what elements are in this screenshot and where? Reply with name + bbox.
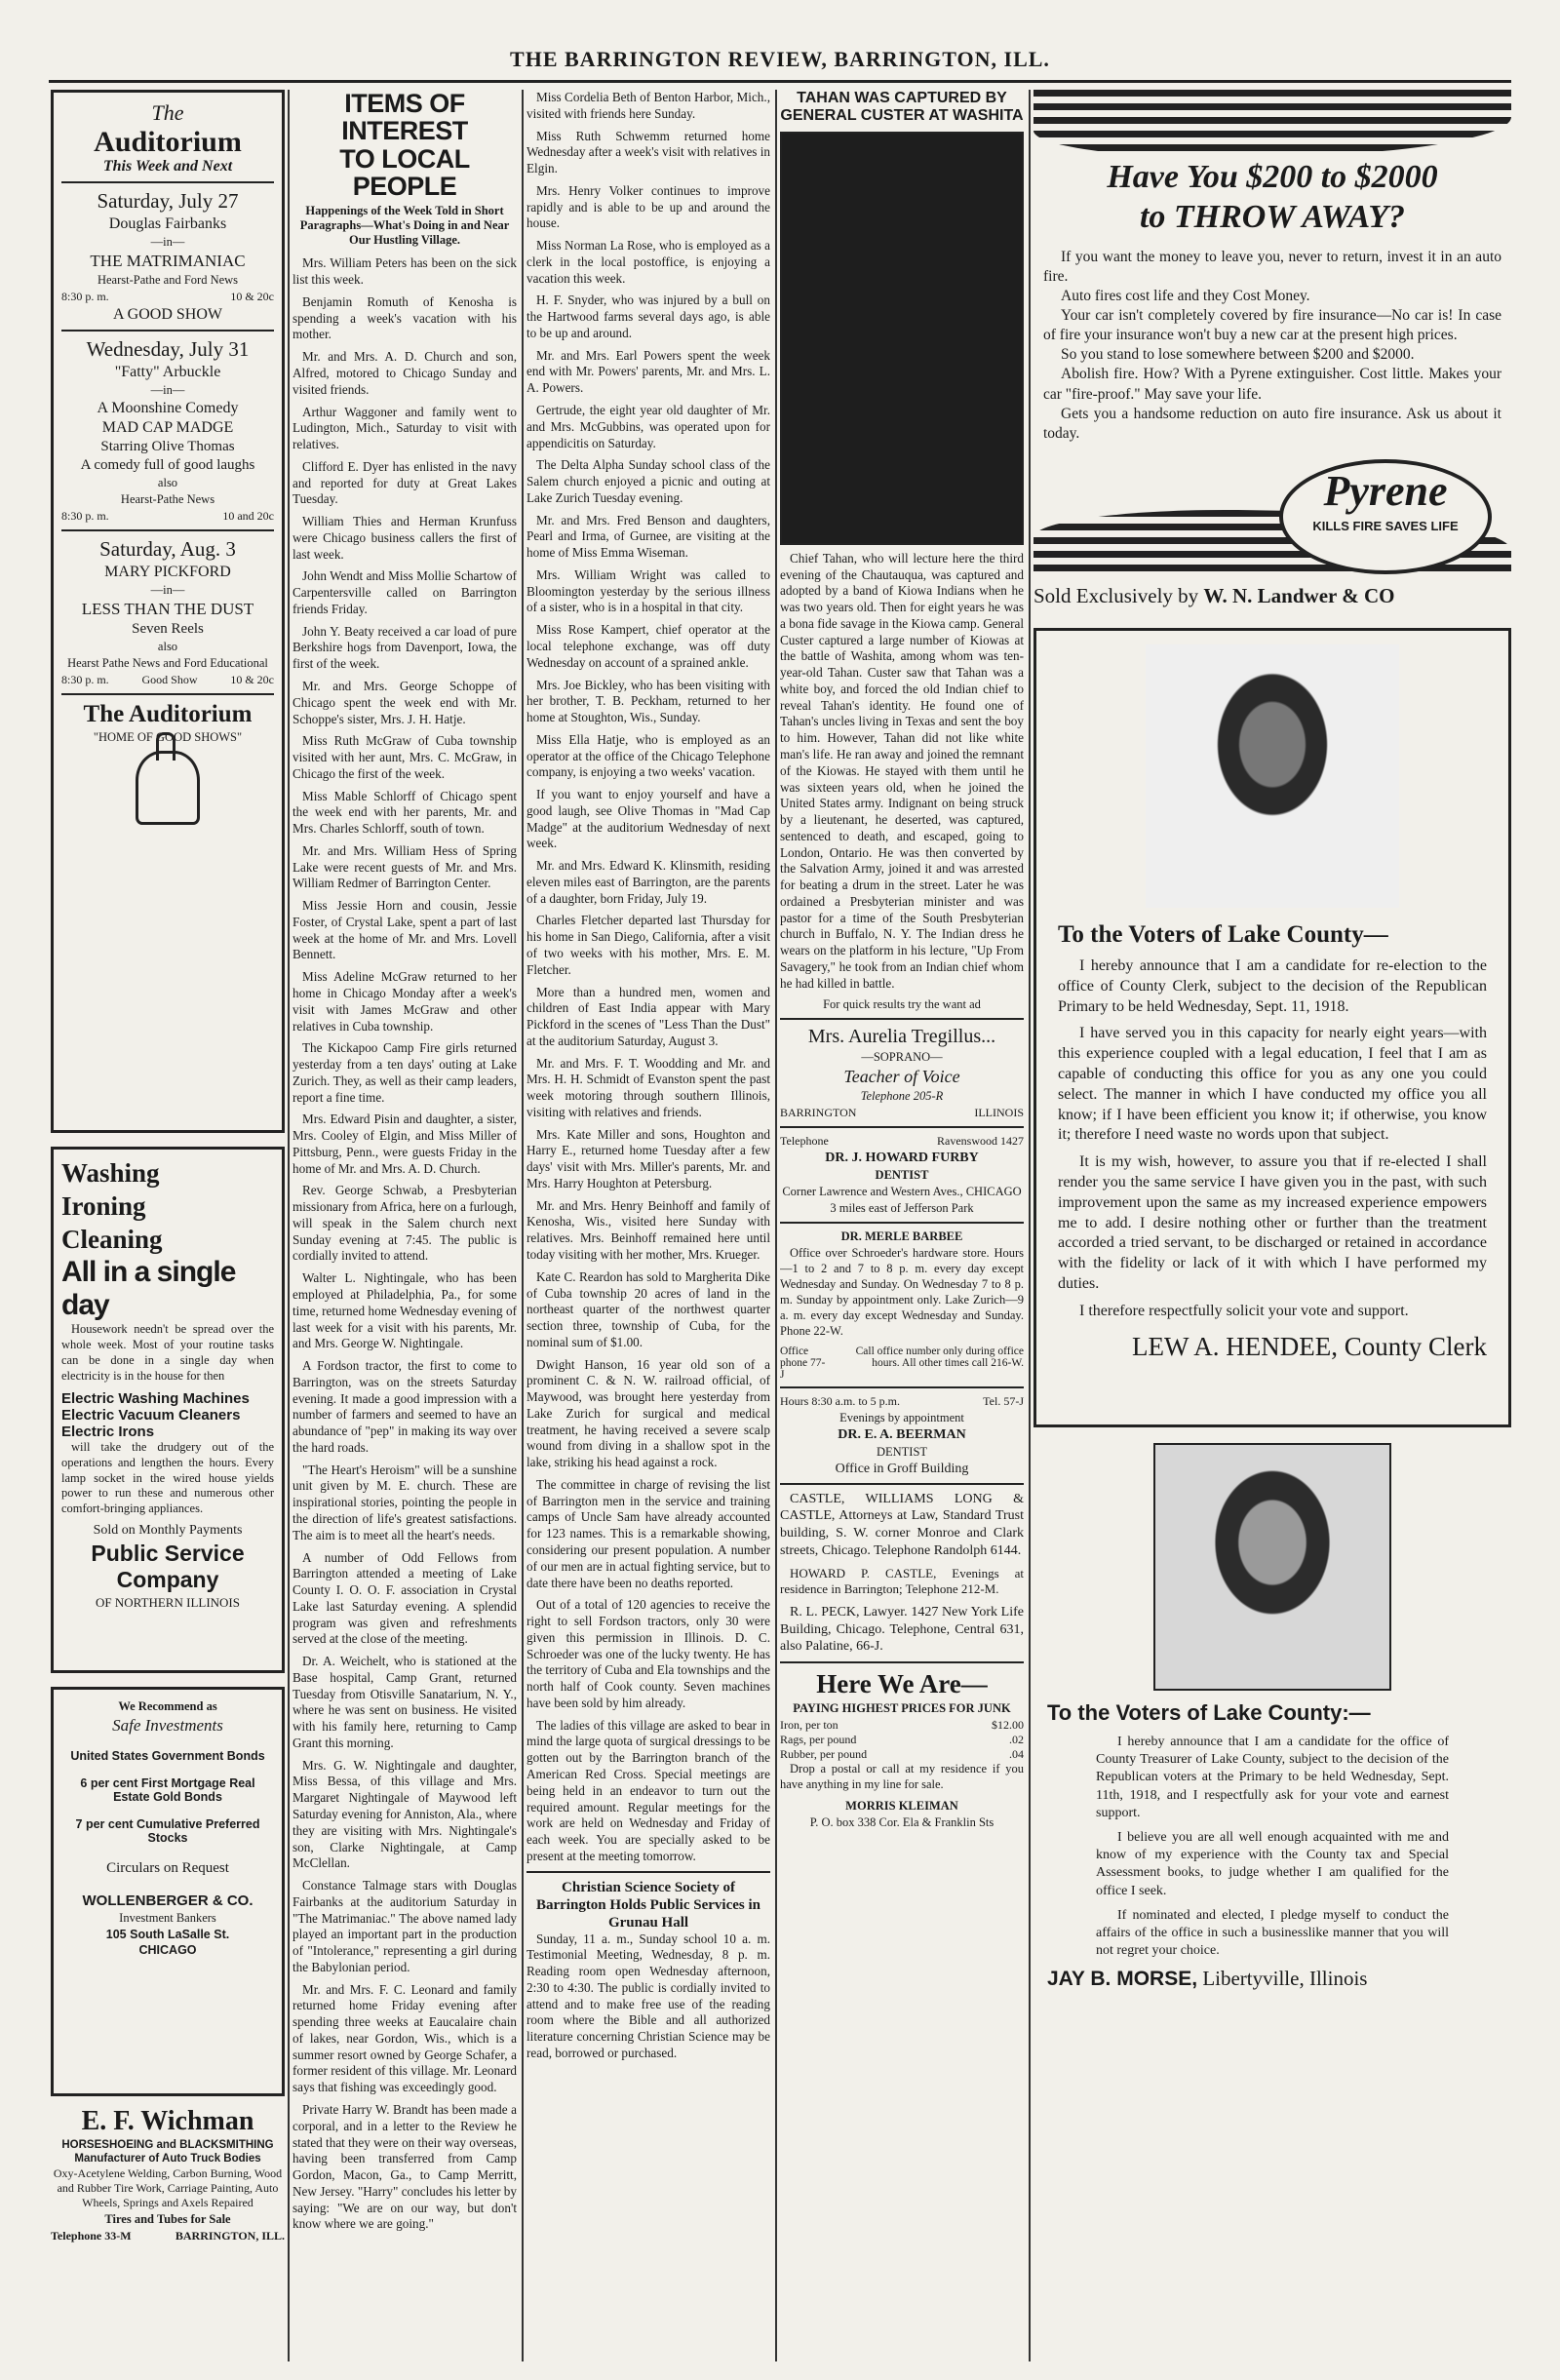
- column-5: [1034, 90, 1511, 2361]
- morse-head: To the Voters of Lake County:—: [1047, 1700, 1371, 1725]
- pyrene-line: Your car isn't completely covered by fire insurance—No car is! In case of fire your insurance won't buy a new car at the present high prices.: [1043, 307, 1502, 344]
- news-item: William Thies and Herman Krunfuss were Chicago business callers the first of last week.: [292, 514, 517, 562]
- singer-town: BARRINGTON: [780, 1106, 857, 1120]
- news-item: Out of a total of 120 agencies to receive the right to sell Fordson tractors, only 30 were given this permission in Illinois. D. C. Schroeder was one of the lucky twenty. He has the territory of Cuba and Ela townships and the north half of Cook county. Seven machines have been sold by him already.: [526, 1597, 770, 1710]
- junk-item: Iron, per ton: [780, 1718, 838, 1733]
- news-item: Mrs. Henry Volker continues to improve rapidly and is able to be up and around the house.: [526, 182, 770, 231]
- beerman-addr: Office in Groff Building: [835, 1461, 969, 1476]
- washing-p2: will take the drudgery out of the operations and lengthen the hours. Every lamp socket in the wired house yields power to run these and numerous other comfort-bringing appliances.: [61, 1439, 274, 1516]
- show-2-star: "Fatty" Arbuckle: [114, 364, 221, 380]
- morse-town: Libertyville, Illinois: [1202, 1967, 1368, 1991]
- furby-tel-val: Ravenswood 1427: [937, 1134, 1024, 1149]
- news-item: John Wendt and Miss Mollie Schartow of Carpentersville called on Barrington friends Friday.: [292, 568, 517, 616]
- bonds-b3: 7 per cent Cumulative Preferred Stocks: [75, 1817, 260, 1845]
- bonds-addr: 105 South LaSalle St.: [105, 1928, 230, 1941]
- morse-paragraph: If nominated and elected, I pledge myself to conduct the affairs of the office in such a businesslike manner that you will not regret your choice.: [1096, 1907, 1449, 1959]
- news-item: Mr. and Mrs. Henry Beinhoff and family of Kenosha, Wis., visited here Sunday with relatives. Mrs. Beinhoff remained here until today visiting with her mother, Mrs. Krueger.: [526, 1197, 770, 1262]
- morse-paragraph: I believe you are all well enough acquainted with me and know of my experience with the County tax and Special Assessment books, to judge whether I am qualified for the office I seek.: [1096, 1829, 1449, 1898]
- column-rule: [775, 90, 777, 2361]
- news-item: H. F. Snyder, who was injured by a bull on the Hartwood farms several days ago, is able to be up and around.: [526, 293, 770, 340]
- news-item: Mrs. G. W. Nightingale and daughter, Miss Bessa, of this village and Mrs. Margaret Nightingale of Maywood left Saturday evening for Anniston, Ala., where they are visiting with Mrs. Nightingale's son, Clarke Nightingale, at Camp McClellan.: [292, 1757, 517, 1871]
- wichman-ad: [51, 2106, 285, 2243]
- pyrene-logo-sub: KILLS FIRE SAVES LIFE: [1312, 519, 1459, 534]
- hendee-head: To the Voters of Lake County—: [1058, 921, 1388, 948]
- junk-price-row: [780, 1747, 1024, 1762]
- show-3-star: MARY PICKFORD: [104, 564, 231, 580]
- washing-line-1: Washing: [61, 1158, 160, 1188]
- auditorium-sub: This Week and Next: [102, 158, 233, 175]
- auditorium-ad: [51, 90, 285, 1133]
- items-paragraphs: [292, 255, 517, 2233]
- junk-price: $12.00: [992, 1718, 1024, 1733]
- morse-ad: [1034, 1443, 1511, 1991]
- news-item: Gertrude, the eight year old daughter of Mr. and Mrs. McGubbins, was operated upon for appendicitis on Saturday.: [526, 403, 770, 450]
- news-item: Constance Talmage stars with Douglas Fairbanks at the auditorium Saturday in "The Matrimaniac." The above named lady played an important part in the production of "Intolerance," representing a girl during the Babylonian period.: [292, 1878, 517, 1974]
- junk-price-row: [780, 1718, 1024, 1733]
- pointing-hand-icon: [136, 751, 200, 825]
- furby-addr: Corner Lawrence and Western Aves., CHICAGO: [782, 1185, 1022, 1199]
- news-item: Kate C. Reardon has sold to Margherita Dike of Cuba township 20 acres of land in the northeast quarter of the northwest quarter section three, township of Cuba, for the nominal sum of $1.00.: [526, 1268, 770, 1349]
- news-item: A Fordson tractor, the first to come to Barrington, was on the streets Saturday evening. It made a good impression with a number of farmers and seemed to have an abundance of "pep" in making its way over the hard roads.: [292, 1358, 517, 1455]
- news-item: The committee in charge of revising the list of Barrington men in the service and training camps of Uncle Sam have already accounted for 123 names. This is a remarkable showing, considering our present population. A number of our men are in actual fighting service, but to date there have been no deaths reported.: [526, 1476, 770, 1590]
- show-3-price: 10 & 20c: [230, 673, 274, 686]
- show-3-day: Saturday, Aug. 3: [61, 529, 274, 562]
- tahan-story: Chief Tahan, who will lecture here the third evening of the Chautauqua, was captured and adopted by a band of Kiowa Indians when he was two years old. Then for eight years he was a bona fide savage in the Kiowa camp. General Custer captured a large number of Kiowas at the battle of Washita, among whom was ten-year-old Tahan. Custer saw that Tahan was a white boy, and forced the old Indian chief to reveal Tahan's identity. He found one of Tahan's uncles living in Texas and sent the boy to him. However, Tahan did not like white man's life. He ran away and joined the remnant of the Kiowas. He stayed with them until he was sixteen years old, when he joined the United States army. Indignant on being struck by a lieutenant, he deserted, was captured, sentenced to death, and escaped, going to London, Ontario. He was then converted by the Salvation Army, joined it and was arrested for beating a drum in the street. Later he was ordained a Presbyterian minister and was pastor for a time of the South Presbyterian church in Buffalo, N. Y. The Indian dress he wears on the platform in his lecture, "Up From Savagery," he took from an Indian chief whom he had killed in battle.: [780, 550, 1024, 991]
- show-2-in: —in—: [150, 383, 185, 397]
- auditorium-name: Auditorium: [94, 126, 242, 158]
- news-item: Dwight Hanson, 16 year old son of a prominent C. & N. W. railroad official, of Maywood, was brought here yesterday from Lake Zurich for surgical and medical treatment, he having received a severe scalp wound from diving in a shallow spot in the lake, striking his head against a rock.: [526, 1356, 770, 1470]
- show-2-time: 8:30 p. m.: [61, 509, 109, 523]
- bonds-h1: We Recommend as: [118, 1699, 217, 1713]
- tahan-head: TAHAN WAS CAPTURED BY GENERAL CUSTER AT WASHITA: [780, 90, 1024, 125]
- singer-name: Mrs. Aurelia Tregillus...: [807, 1026, 996, 1048]
- cs-text: Sunday, 11 a. m., Sunday school 10 a. m. Testimonial Meeting, Wednesday, 8 p. m. Reading room open Wednesday afternoon, 2:30 to 4:30. The public is cordially invited to attend and to make free use of the reading room where the Bible and all authorized literature concerning Christian Science may be read, borrowed or purchased.: [526, 1931, 770, 2060]
- show-1-title: THE MATRIMANIAC: [90, 252, 246, 270]
- auditorium-slogan: "HOME OF GOOD SHOWS": [93, 730, 243, 744]
- news-item: Rev. George Schwab, a Presbyterian missionary from Africa, here on a furlough, will speak in the Salem church next Sunday evening at 7:45. The public is cordially invited to attend.: [292, 1183, 517, 1264]
- news-item: Benjamin Romuth of Kenosha is spending a week's vacation with his mother.: [292, 293, 517, 342]
- decorative-waves: [1034, 90, 1511, 158]
- hendee-portrait: [1146, 644, 1399, 908]
- items-title-1: ITEMS OF INTEREST: [341, 90, 468, 146]
- junk-price: .04: [1009, 1747, 1024, 1762]
- morse-sign: JAY B. MORSE,: [1047, 1968, 1198, 1991]
- wichman-name: E. F. Wichman: [81, 2106, 254, 2136]
- wichman-l4: Tires and Tubes for Sale: [104, 2212, 231, 2226]
- bonds-b2: 6 per cent First Mortgage Real Estate Gold Bonds: [80, 1776, 255, 1804]
- news-item: Mr. and Mrs. F. C. Leonard and family returned home Friday evening after spending three weeks at Eaucalaire chain of lakes, near Gordon, Wis., which is a summer resort owned by George Schafer, a former resident of this village. Mr. Leonard says that fishing was exceedingly good.: [292, 1981, 517, 2095]
- washing-co-2: Company: [116, 1567, 219, 1593]
- hendee-paragraph: I have served you in this capacity for nearly eight years—with this experience coupled with a legal education, I feel that I am as capable of conducting this office for you as any one you could select. The manner in which I have conducted my office you all know; if I have been efficient you know it; if otherwise, you know it; therefore I need waste no words upon that subject.: [1058, 1025, 1487, 1144]
- column-rule: [522, 90, 524, 2361]
- show-3-news: Hearst Pathe News and Ford Educational: [67, 656, 268, 670]
- junk-pobox: P. O. box 338 Cor. Ela & Franklin Sts: [809, 1814, 994, 1829]
- news-item: Charles Fletcher departed last Thursday for his home in San Diego, California, after a visit of two weeks with his mother, Mrs. E. M. Fletcher.: [526, 913, 770, 977]
- wichman-l3: Oxy-Acetylene Welding, Carbon Burning, Wood and Rubber Tire Work, Carriage Painting, Auto Wheels, Springs and Axels Repaired: [53, 2166, 283, 2209]
- news-item: Miss Cordelia Beth of Benton Harbor, Mich., visited with friends here Sunday.: [526, 90, 770, 121]
- junk-price-row: [780, 1733, 1024, 1747]
- junk-item: Rags, per pound: [780, 1733, 857, 1747]
- news-item: Miss Rose Kampert, chief operator at the local telephone exchange, was off duty Wednesday on account of a sprained ankle.: [526, 622, 770, 670]
- news-item: A number of Odd Fellows from Barrington attended a meeting of Lake County I. O. O. F. association in Crystal Lake last Saturday evening. A splendid program was given and refreshments served at the close of the meeting.: [292, 1549, 517, 1647]
- washing-item-1: Electric Washing Machines: [61, 1389, 250, 1407]
- cs-head: Christian Science Society of Barrington Holds Public Services in Grunau Hall: [535, 1879, 760, 1931]
- news-item: Mrs. William Wright was called to Bloomington yesterday by the serious illness of a sister, who is in a hospital in that city.: [526, 566, 770, 615]
- morse-paragraphs: [1047, 1734, 1498, 1960]
- show-3-time: 8:30 p. m.: [61, 673, 109, 686]
- news-item: Miss Ella Hatje, who is employed as an operator at the office of the Chicago Telephone company, is enjoying a two weeks' vacation.: [526, 731, 770, 780]
- show-3-reels: Seven Reels: [132, 621, 204, 637]
- news-item: Mr. and Mrs. Edward K. Klinsmith, residing eleven miles east of Barrington, are the parents of a daughter, born Friday, July 19.: [526, 858, 770, 906]
- singer-state: ILLINOIS: [974, 1106, 1024, 1120]
- furby-tel-label: Telephone: [780, 1134, 829, 1149]
- dealer-name: W. N. Landwer & CO: [1203, 584, 1395, 607]
- pyrene-logo: [1279, 459, 1492, 574]
- news-item: Dr. A. Weichelt, who is stationed at the Base hospital, Camp Grant, returned Tuesday from Otisville Sanatarium, N. Y., where he was sent on business. He visited with his family here, returning to Camp Grant this morning.: [292, 1654, 517, 1750]
- show-2-price: 10 and 20c: [222, 509, 274, 523]
- show-3-title: LESS THAN THE DUST: [81, 600, 254, 618]
- show-2-title: A Moonshine Comedy: [97, 400, 239, 416]
- show-1-price: 10 & 20c: [230, 290, 274, 303]
- junk-item: Rubber, per pound: [780, 1747, 868, 1762]
- pyrene-title-1: Have You $200 to $2000: [1107, 159, 1438, 195]
- column-1: [51, 90, 285, 2361]
- washing-co-3: OF NORTHERN ILLINOIS: [96, 1595, 240, 1611]
- auditorium-the: The: [151, 100, 184, 125]
- show-2-title2: MAD CAP MADGE: [101, 419, 234, 436]
- news-item: The Kickapoo Camp Fire girls returned yesterday from a ten days' outing at Lake Zurich. They, as well as their camp leaders, report a fine time.: [292, 1040, 517, 1105]
- barbee-text: Office over Schroeder's hardware store. Hours—1 to 2 and 7 to 8 p. m. every day except Wednesday and Sunday. On Wednesday 7 to 8 p. m. Sunday by appointment only. Lake Zurich—9 a. m. every day except Wednesday and Sunday. Phone 22-W.: [780, 1246, 1024, 1338]
- news-item: Mr. and Mrs. Earl Powers spent the week end with Mr. Powers' parents, Mr. and Mrs. L. A. Powers.: [526, 347, 770, 396]
- news-item: Miss Adeline McGraw returned to her home in Chicago Monday after a week's visit with James McGraw and other relatives in Cuba township.: [292, 969, 517, 1034]
- column-2: [292, 90, 517, 2361]
- pyrene-line: If you want the money to leave you, never to return, invest it in an auto fire.: [1043, 248, 1502, 285]
- furby-name: DR. J. HOWARD FURBY: [825, 1151, 979, 1166]
- bonds-ad: [51, 1687, 285, 2096]
- bonds-circ: Circulars on Request: [106, 1860, 229, 1876]
- pyrene-title-2: to THROW AWAY?: [1139, 198, 1406, 235]
- quick-results: For quick results try the want ad: [823, 997, 981, 1012]
- bonds-firm: WOLLENBERGER & CO.: [82, 1892, 254, 1909]
- news-item: Mr. and Mrs. William Hess of Spring Lake were recent guests of Mr. and Mrs. William Redmer of Barrington Center.: [292, 842, 517, 891]
- pyrene-logo-text: Pyrene: [1323, 467, 1448, 515]
- news-item: Mrs. Edward Pisin and daughter, a sister, Mrs. Cooley of Elgin, and Miss Miller of Pittsburg, Penn., were guests Friday in the home of Mr. and Mrs. A. D. Church.: [292, 1112, 517, 1176]
- column-rule: [1029, 90, 1031, 2361]
- beerman-title: DENTIST: [876, 1444, 928, 1459]
- news-item: Miss Mable Schlorff of Chicago spent the week end with her parents, Mr. and Mrs. Charles Schlorff, south of town.: [292, 788, 517, 837]
- hendee-ad: [1034, 628, 1511, 1427]
- junk-headline: Here We Are—: [816, 1669, 988, 1699]
- washing-co-1: Public Service: [91, 1541, 245, 1567]
- singer-phone: Telephone 205-R: [860, 1089, 944, 1104]
- singer-soprano: —SOPRANO—: [861, 1050, 943, 1065]
- wichman-l1: HORSESHOEING and BLACKSMITHING: [61, 2139, 274, 2151]
- news-item: Mrs. Joe Bickley, who has been visiting with her brother, T. B. Peckham, returned to her home at Stoughton, Wis., Sunday.: [526, 677, 770, 725]
- show-2-news: Hearst-Pathe News: [120, 492, 215, 506]
- peck-ad: R. L. PECK, Lawyer. 1427 New York Life Building, Chicago. Telephone, Central 631, also Palatine, 66-J.: [780, 1604, 1024, 1655]
- beerman-evenings: Evenings by appointment: [839, 1410, 964, 1424]
- barbee-phone2: Call office number only during office hours. All other times call 216-W.: [855, 1345, 1024, 1369]
- chief-tahan-photo: [780, 132, 1024, 545]
- news-item: "The Heart's Heroism" will be a sunshine unit given by M. E. church. These are inspirational stories, pointing the people in the direction of life's greatest satisfactions. The aim is to meet all the heart's needs.: [292, 1462, 517, 1542]
- news-item: Miss Ruth McGraw of Cuba township visited with her aunt, Mrs. C. McGraw, in Chicago the first of the week.: [292, 733, 517, 781]
- washing-line-3: Cleaning: [61, 1224, 163, 1254]
- washing-line-2: Ironing: [61, 1190, 146, 1221]
- washing-ad: [51, 1147, 285, 1673]
- morse-paragraph: I hereby announce that I am a candidate for the office of County Treasurer of Lake County, subject to the decision of the Republican voters at the Primary to be held Wednesday, Sept. 11th, 1918, and I respectfully ask for your vote and earnest support.: [1096, 1735, 1449, 1820]
- show-3-good: Good Show: [141, 673, 198, 686]
- column-4: [780, 90, 1024, 2361]
- howard-ad: HOWARD P. CASTLE, Evenings at residence in Barrington; Telephone 212-M.: [780, 1565, 1024, 1597]
- furby-addr2: 3 miles east of Jefferson Park: [830, 1201, 974, 1216]
- hendee-sign: LEW A. HENDEE,: [1132, 1331, 1338, 1361]
- news-item: Miss Norman La Rose, who is employed as a clerk in the local postoffice, is enjoying a vacation this week.: [526, 238, 770, 286]
- news-item: More than a hundred men, women and children of East India appear with Mary Pickford in the scenes of "Less Than the Dust" at the auditorium Saturday, August 3.: [526, 984, 770, 1048]
- washing-big: All in a single day: [61, 1256, 236, 1322]
- news-item: Mr. and Mrs. Fred Benson and daughters, Pearl and Irma, of Gurnee, are visiting at the home of Miss Emma Wiseman.: [526, 512, 770, 561]
- junk-morris: MORRIS KLEIMAN: [845, 1798, 958, 1813]
- pyrene-line: So you stand to lose somewhere between $200 and $2000.: [1061, 346, 1415, 364]
- news-item: Walter L. Nightingale, who has been employed at Philadelphia, Pa., for some time, returned home Wednesday evening of last week for a visit with his parents, Mr. and Mrs. George W. Nightingale.: [292, 1270, 517, 1351]
- beerman-tel: Tel. 57-J: [983, 1393, 1024, 1408]
- column-rule: [288, 90, 290, 2361]
- junk-price-list: [780, 1718, 1024, 1762]
- junk-drop: Drop a postal or call at my residence if you have anything in my line for sale.: [780, 1762, 1024, 1791]
- pyrene-line: Abolish fire. How? With a Pyrene extinguisher. Cost little. Makes your car "fire-proof." May save your life.: [1043, 366, 1502, 403]
- column-3: [526, 90, 770, 2361]
- news-item: Miss Jessie Horn and cousin, Jessie Foster, of Crystal Lake, spent a part of last week at the home of Mr. and Mrs. Lovell Bennett.: [292, 898, 517, 962]
- news-item: Miss Ruth Schwemm returned home Wednesday after a week's visit with relatives in Elgin.: [526, 128, 770, 176]
- washing-item-2: Electric Vacuum Cleaners: [61, 1406, 241, 1424]
- barbee-phone: Office phone 77-J: [780, 1345, 826, 1381]
- show-1-also: Hearst-Pathe and Ford News: [97, 273, 239, 287]
- singer-teacher: Teacher of Voice: [843, 1067, 960, 1087]
- show-1-day: Saturday, July 27: [61, 181, 274, 214]
- junk-paying: PAYING HIGHEST PRICES FOR JUNK: [793, 1701, 1011, 1716]
- hendee-paragraph: I hereby announce that I am a candidate for re-election to the office of County Clerk, subject to the decision of the Republican Primary to be held Wednesday, Sept. 11, 1918.: [1058, 957, 1487, 1015]
- washing-p1: Housework needn't be spread over the whole week. Most of your routine tasks can be done in a single day when electricity is in the house for then: [61, 1322, 274, 1383]
- show-2-also: Starring Olive Thomas: [100, 439, 235, 454]
- wichman-l2: Manufacturer of Auto Truck Bodies: [74, 2153, 261, 2165]
- pyrene-ad: [1034, 90, 1511, 608]
- hendee-office: County Clerk: [1344, 1331, 1487, 1361]
- show-3-also: also: [157, 640, 178, 653]
- news-item: Mr. and Mrs. F. T. Woodding and Mr. and Mrs. H. H. Schmidt of Evanston spent the past week motoring through southern Illinois, visiting with relatives and friends.: [526, 1055, 770, 1119]
- morse-portrait: [1153, 1443, 1391, 1691]
- news-item: Mrs. Kate Miller and sons, Houghton and Harry E., returned home Tuesday after a few days' visit with Mrs. Miller's parents, Mr. and Mrs. Harry Houghton at Petersburg.: [526, 1126, 770, 1190]
- items-subtitle: Happenings of the Week Told in Short Paragraphs—What's Doing in and Near Our Hustling Village.: [299, 204, 510, 248]
- castle-ad: CASTLE, WILLIAMS LONG & CASTLE, Attorneys at Law, Standard Trust building, S. W. corner Monroe and Clark streets, Chicago. Telephone Randolph 6144.: [780, 1491, 1024, 1558]
- masthead: THE BARRINGTON REVIEW, BARRINGTON, ILL.: [49, 47, 1511, 83]
- pyrene-line: Auto fires cost life and they Cost Money.: [1061, 287, 1310, 304]
- washing-sold: Sold on Monthly Payments: [93, 1523, 243, 1539]
- show-2-also2: also: [157, 476, 178, 489]
- hendee-paragraph: It is my wish, however, to assure you that if re-elected I shall render you the same service I have given you in the past, with such improvement upon the same as my increased experience empowers me to add. I desire nothing other or further than the treatment accorded a tried servant, to be discharged or retained in accordance with the fidelity or lack of it with which I have performed my duties.: [1058, 1153, 1487, 1292]
- news-item: The Delta Alpha Sunday school class of the Salem church enjoyed a picnic and outing at Lake Zurich Tuesday evening.: [526, 457, 770, 505]
- news-item: Mr. and Mrs. A. D. Church and son, Alfred, motored to Chicago Sunday and visited friends.: [292, 349, 517, 397]
- news-item: Mrs. William Peters has been on the sick list this week.: [292, 255, 517, 288]
- bonds-h2: Safe Investments: [112, 1716, 223, 1735]
- hendee-paragraphs: [1058, 956, 1487, 1322]
- news-item: John Y. Beaty received a car load of pure Berkshire hogs from Davenport, Iowa, the first of the week.: [292, 623, 517, 672]
- auditorium-footer: The Auditorium: [83, 701, 253, 727]
- bonds-city: CHICAGO: [138, 1943, 197, 1957]
- bonds-firm2: Investment Bankers: [119, 1911, 216, 1925]
- washing-item-3: Electric Irons: [61, 1423, 155, 1440]
- furby-title: DENTIST: [875, 1168, 929, 1183]
- news-item: Private Harry W. Brandt has been made a corporal, and in a letter to the Review he stated that they were on their way overseas, having been transferred from Camp Gordon, Macon, Ga., to Camp Merritt, New Jersey. "Harry" concludes his letter by saying: "We are on our way, but don't know where we are going.": [292, 2102, 517, 2232]
- items-title-2: TO LOCAL PEOPLE: [339, 143, 470, 202]
- show-1-time: 8:30 p. m.: [61, 290, 109, 303]
- beerman-name: DR. E. A. BEERMAN: [838, 1426, 966, 1442]
- sold-by: Sold Exclusively by: [1034, 584, 1199, 607]
- show-1-extra: A GOOD SHOW: [113, 306, 222, 323]
- show-1-star: Douglas Fairbanks: [108, 215, 227, 232]
- show-1-in: —in—: [150, 235, 185, 249]
- beerman-hours: Hours 8:30 a.m. to 5 p.m.: [780, 1393, 900, 1408]
- barbee-name: DR. MERLE BARBEE: [840, 1229, 963, 1244]
- pyrene-line: Gets you a handsome reduction on auto fire insurance. Ask us about it today.: [1043, 405, 1502, 442]
- junk-price: .02: [1009, 1733, 1024, 1747]
- wichman-town: BARRINGTON, ILL.: [175, 2229, 285, 2243]
- bonds-b1: United States Government Bonds: [70, 1749, 265, 1763]
- wichman-tel: Telephone 33-M: [51, 2229, 132, 2243]
- show-2-extra: A comedy full of good laughs: [80, 457, 255, 473]
- news-item: If you want to enjoy yourself and have a good laugh, see Olive Thomas in "Mad Cap Madge" at the auditorium Wednesday of next week.: [526, 787, 770, 851]
- news-item: The ladies of this village are asked to bear in mind the large quota of surgical dressings to be gotten out by the Barrington branch of the American Red Cross. Special meetings are being held in an endeavor to turn out the required amount. Regular meetings for the work are held on Wednesday and Friday of each week. You are specially asked to be present at the meeting tomorrow.: [526, 1717, 770, 1863]
- news-item: Arthur Waggoner and family went to Ludington, Mich., Saturday to visit with relatives.: [292, 404, 517, 452]
- local-paragraphs: [526, 90, 770, 1865]
- news-item: Mr. and Mrs. George Schoppe of Chicago spent the week end with Mr. Schoppe's sister, Mrs. J. H. Hatje.: [292, 678, 517, 726]
- pyrene-text: [1034, 248, 1511, 444]
- hendee-paragraph: I therefore respectfully solicit your vote and support.: [1079, 1302, 1409, 1319]
- show-3-in: —in—: [150, 583, 185, 597]
- news-item: Clifford E. Dyer has enlisted in the navy and reported for duty at Great Lakes Tuesday.: [292, 458, 517, 507]
- show-2-day: Wednesday, July 31: [61, 330, 274, 362]
